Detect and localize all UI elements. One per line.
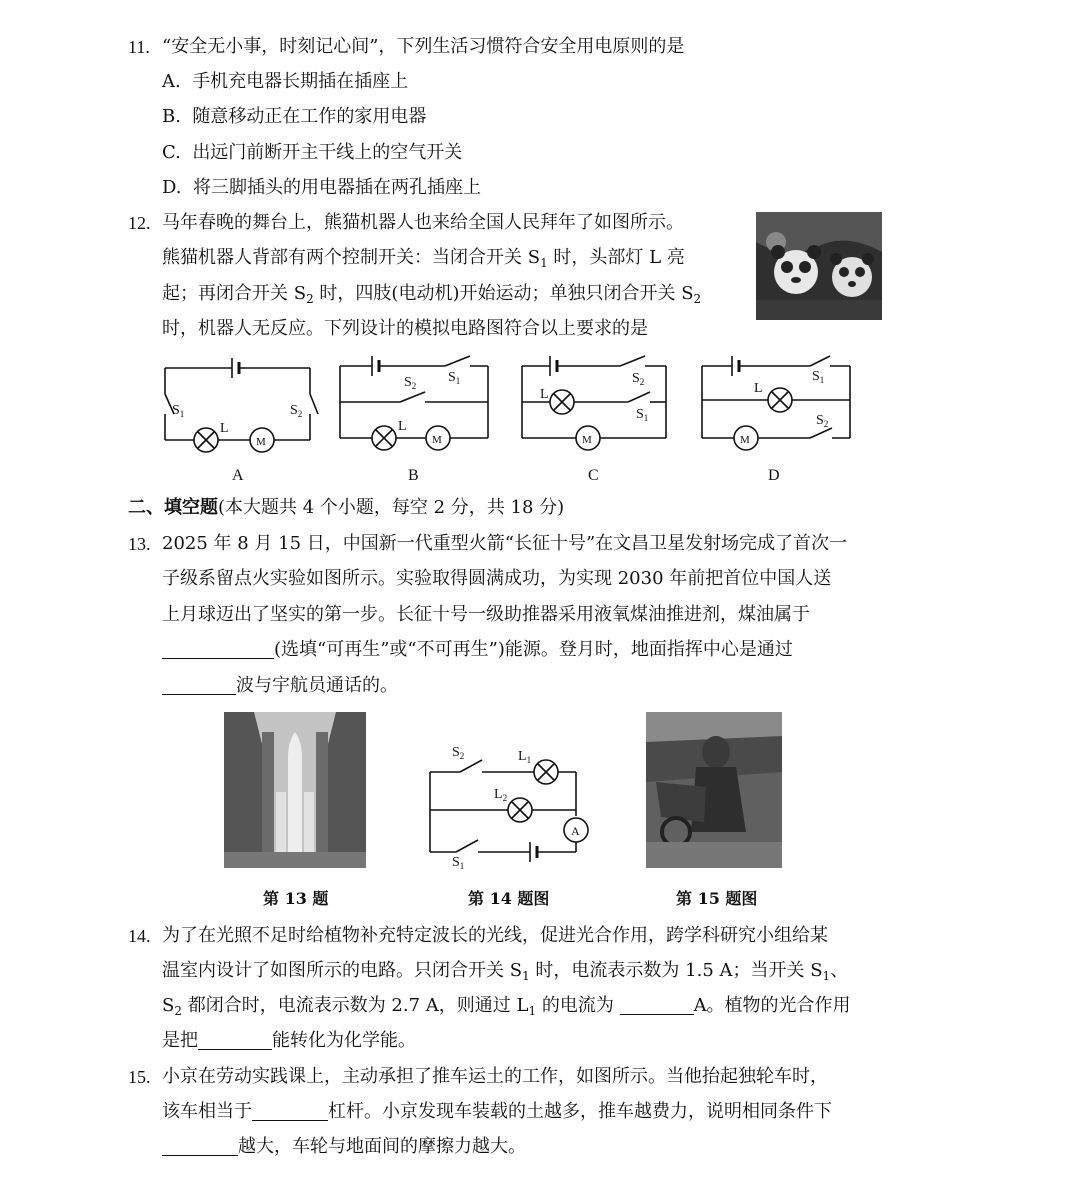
svg-text:S2: $S_2$: [632, 371, 645, 387]
circuit-d: [702, 356, 850, 450]
circuit-label-b: B: [408, 467, 419, 484]
svg-text:L: L: [754, 381, 763, 396]
svg-text:A: A: [571, 824, 580, 838]
svg-text:L: L: [398, 419, 407, 434]
panda-robot-image: [756, 212, 882, 320]
svg-text:S1: $S_1$: [636, 407, 649, 423]
q14-blank-1[interactable]: [620, 996, 694, 1015]
rocket-image: [224, 712, 366, 868]
svg-text:L: L: [540, 387, 549, 402]
q12-number: 12.: [128, 213, 151, 233]
q13-line5: 波与宇航员通话的。: [162, 675, 398, 697]
circuit-label-a: A: [232, 467, 244, 484]
circuit-label-c: C: [588, 467, 599, 484]
svg-text:M: M: [740, 434, 750, 446]
svg-text:S2: $S_2$: [452, 745, 465, 761]
q13-number: 13.: [128, 534, 151, 554]
q11-stem: “安全无小事，时刻记心间”，下列生活习惯符合安全用电原则的是: [162, 36, 685, 57]
q12-line2: 熊猫机器人背部有两个控制开关：当闭合开关 $S_1$ 时，头部灯 L 亮: [162, 247, 685, 270]
svg-text:S1: $S_1$: [172, 403, 185, 419]
q14-circuit-diagram: [420, 740, 596, 872]
q11-option-d: D. 将三脚插头的用电器插在两孔插座上: [162, 177, 481, 198]
q14-line2: 温室内设计了如图所示的电路。只闭合开关 $S_1$ 时，电流表示数为 1.5 A；当开关 $S_1$、: [162, 960, 849, 983]
svg-text:L2: $L_2$: [494, 787, 508, 803]
q15-line1: 小京在劳动实践课上，主动承担了推车运土的工作，如图所示。当他抬起独轮车时，: [162, 1066, 828, 1087]
svg-text:S2: $S_2$: [816, 413, 829, 429]
q14-line1: 为了在光照不足时给植物补充特定波长的光线，促进光合作用，跨学科研究小组给某: [162, 925, 828, 946]
fig15-caption: 第 15 题图: [676, 889, 758, 908]
q11-number: 11.: [128, 37, 150, 57]
q12-line3: 起；再闭合开关 $S_2$ 时，四肢(电动机)开始运动；单独只闭合开关 $S_2$: [162, 283, 702, 306]
q11-option-b: B. 随意移动正在工作的家用电器: [162, 106, 427, 127]
circuit-b: [340, 356, 488, 450]
q13-blank-2[interactable]: [162, 676, 236, 695]
panda-robot-photo: [756, 212, 882, 320]
section-title: 二、填空题(本大题共 4 个小题，每空 2 分，共 18 分): [128, 497, 565, 518]
wheelbarrow-photo: [646, 712, 782, 868]
q15-line2: 该车相当于 杠杆。小京发现车装载的土越多，推车越费力，说明相同条件下: [162, 1101, 832, 1122]
q11-option-c: C. 出远门前断开主干线上的空气开关: [162, 142, 463, 163]
q15-number: 15.: [128, 1067, 151, 1087]
q13-blank-1[interactable]: [162, 640, 274, 659]
q14-line3: $S_2$ 都闭合时，电流表示数为 2.7 A，则通过 $L_1$ 的电流为 A。植物的光合作用: [162, 995, 851, 1018]
svg-text:L1: $L_1$: [518, 749, 532, 765]
q14-number: 14.: [128, 926, 151, 946]
svg-text:S1: $S_1$: [448, 370, 461, 386]
q13-line3: 上月球迈出了坚实的第一步。长征十号一级助推器采用液氧煤油推进剂，煤油属于: [162, 604, 810, 625]
svg-text:M: M: [432, 434, 442, 446]
svg-text:L: L: [220, 421, 229, 436]
q13-line2: 子级系留点火实验如图所示。实验取得圆满成功，为实现 2030 年前把首位中国人送: [162, 568, 832, 589]
circuit-c: [522, 356, 666, 450]
svg-text:S2: $S_2$: [404, 375, 417, 391]
svg-text:S2: $S_2$: [290, 403, 303, 419]
fig14-caption: 第 14 题图: [468, 889, 550, 908]
wheelbarrow-image: [646, 712, 782, 868]
q11-option-a: A. 手机充电器长期插在插座上: [162, 71, 409, 92]
svg-text:S1: $S_1$: [812, 369, 825, 385]
svg-text:M: M: [256, 436, 266, 448]
svg-text:M: M: [582, 434, 592, 446]
q15-blank-2[interactable]: [162, 1137, 238, 1156]
q12-circuit-diagrams: [150, 350, 870, 490]
q15-blank-1[interactable]: [252, 1102, 328, 1121]
q14-blank-2[interactable]: [198, 1031, 272, 1050]
svg-text:S1: $S_1$: [452, 855, 465, 871]
q13-line1: 2025 年 8 月 15 日，中国新一代重型火箭“长征十号”在文昌卫星发射场完成了首次一: [162, 533, 848, 554]
q12-line4: 时，机器人无反应。下列设计的模拟电路图符合以上要求的是: [162, 318, 648, 339]
q12-line1: 马年春晚的舞台上，熊猫机器人也来给全国人民拜年了如图所示。: [162, 212, 684, 233]
fig13-caption: 第 13 题: [263, 889, 329, 908]
rocket-photo: [224, 712, 366, 868]
circuit-label-d: D: [768, 467, 780, 484]
q15-line3: 越大，车轮与地面间的摩擦力越大。: [162, 1136, 526, 1158]
q14-line4: 是把 能转化为化学能。: [162, 1030, 416, 1051]
q13-line4: (选填“可再生”或“不可再生”)能源。登月时，地面指挥中心是通过: [162, 639, 793, 661]
